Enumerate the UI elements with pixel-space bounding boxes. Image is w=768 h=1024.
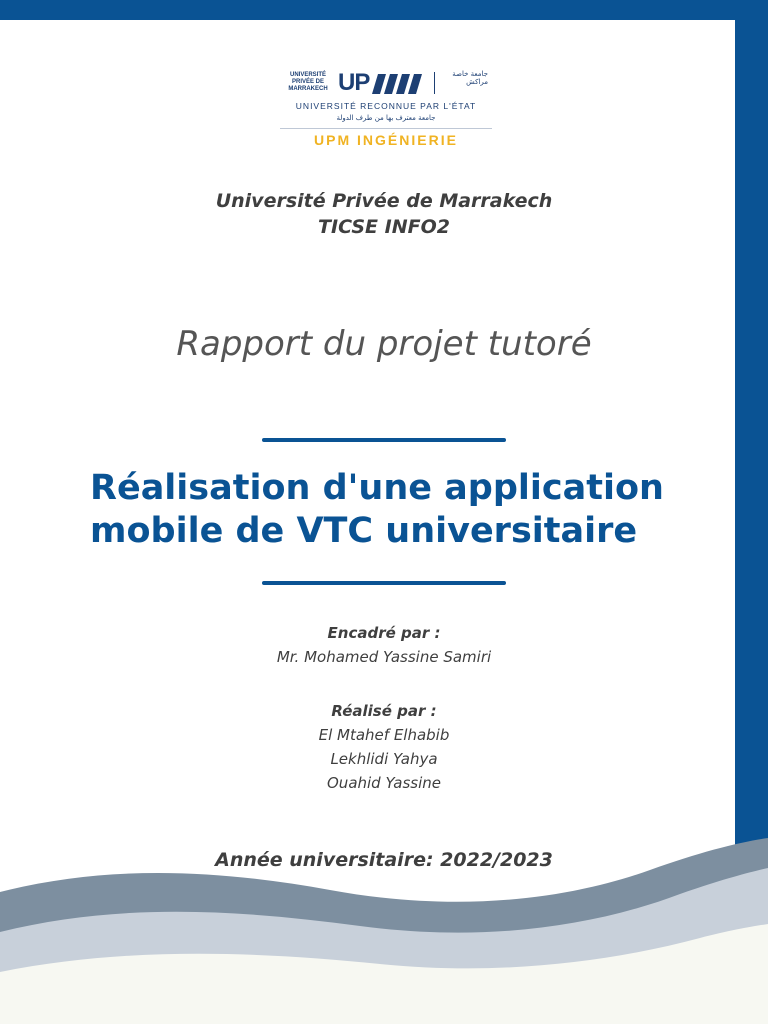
author-name: Ouahid Yassine [327,774,441,792]
university-name: Université Privée de Marrakech [215,190,553,212]
title-rule-top [262,438,506,442]
logo-arabic-tagline: جامعة معترف بها من طرف الدولة [336,114,436,122]
university-logo [280,66,492,156]
top-border [0,0,768,20]
title-rule-bottom [262,581,506,585]
author-name: Lekhlidi Yahya [330,750,438,768]
logo-arabic-text: جامعة خاصة مراكش [452,70,488,86]
author-name: El Mtahef Elhabib [318,726,450,744]
logo-brand: UPM INGÉNIERIE [314,132,458,148]
project-title-line-1: Réalisation d'une application [90,468,664,508]
supervisor-label: Encadré par : [327,624,441,642]
logo-stripes-icon [372,74,424,94]
logo-tagline: UNIVERSITÉ RECONNUE PAR L'ÉTAT [295,101,477,111]
program-name: TICSE INFO2 [318,216,450,238]
right-border [735,0,768,880]
supervisor-name: Mr. Mohamed Yassine Samiri [276,648,492,666]
authors-label: Réalisé par : [331,702,437,720]
logo-rule [280,128,492,129]
project-title [90,467,710,553]
academic-year: Année universitaire: 2022/2023 [215,849,553,871]
project-title-line-2: mobile de VTC universitaire [90,511,638,551]
logo-divider [434,72,435,94]
decorative-waves [0,830,768,1024]
logo-mark: UP [338,69,370,96]
logo-university-small-text: UNIVERSITÉ PRIVÉE DE MARRAKECH [288,72,328,92]
report-title: Rapport du projet tutoré [176,324,592,364]
